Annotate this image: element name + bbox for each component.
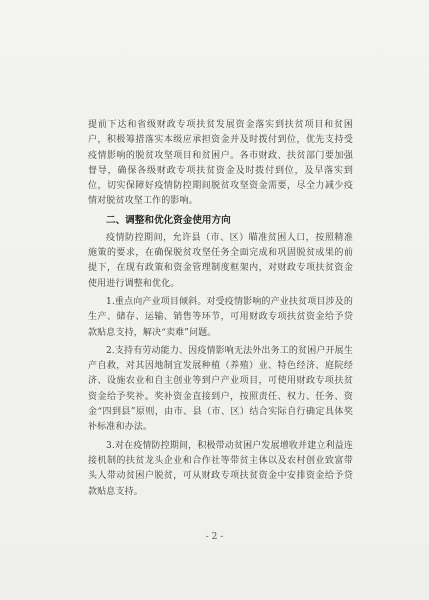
paragraph-continuation: 提前下达和省级财政专项扶贫发展资金落实到扶贫项目和贫困户，积极筹措落实本级应承担资金并及时拨付到位，优先支持受疫情影响的脱贫攻坚项目和贫困户。各市财政、扶贫部门要加强督导，确保各级财政专项扶贫资金及时拨付到位，及早落实到位，切实保障好疫情防控期间脱贫攻坚资金需要，尽全力减少疫情对脱贫攻坚工作的影响。 [88,120,353,207]
paragraph-item-1: 1.重点向产业项目倾斜。对受疫情影响的产业扶贫项目涉及的生产、储存、运输、销售等环节，可用财政专项扶贫资金给予贷款贴息支持，解决“卖难”问题。 [88,296,353,338]
paragraph-item-2: 2.支持有劳动能力、因疫情影响无法外出务工的贫困户开展生产自救，对其因地制宜发展种植（养殖）业、特色经济、庭院经济、设施农业和自主创业等到户产业项目，可使用财政专项扶贫资金给予奖补。奖补资金直接到户，按照责任、权力、任务、资金“四到县”原则，由市、县（市、区）结合实际自行确定具体奖补标准和办法。 [88,345,353,433]
paragraph-item-3: 3.对在疫情防控期间，积极带动贫困户发展增收并建立利益连接机制的扶贫龙头企业和合作社等带贫主体以及农村创业致富带头人带动贫困户脱贫，可从财政专项扶贫资金中安排资金给予贷款贴息支持。 [88,440,353,497]
section-heading: 二、调整和优化资金使用方向 [106,214,231,226]
paragraph-intro: 疫情防控期间，允许县（市、区）瞄准贫困人口，按照精准施策的要求，在确保脱贫攻坚任务全面完成和巩固脱贫成果的前提下，在现有政策和资金管理制度框架内，对财政专项扶贫资金使用进行调整和优化。 [88,232,353,289]
document-body [88,118,353,500]
page-number: - 2 - [205,532,224,542]
